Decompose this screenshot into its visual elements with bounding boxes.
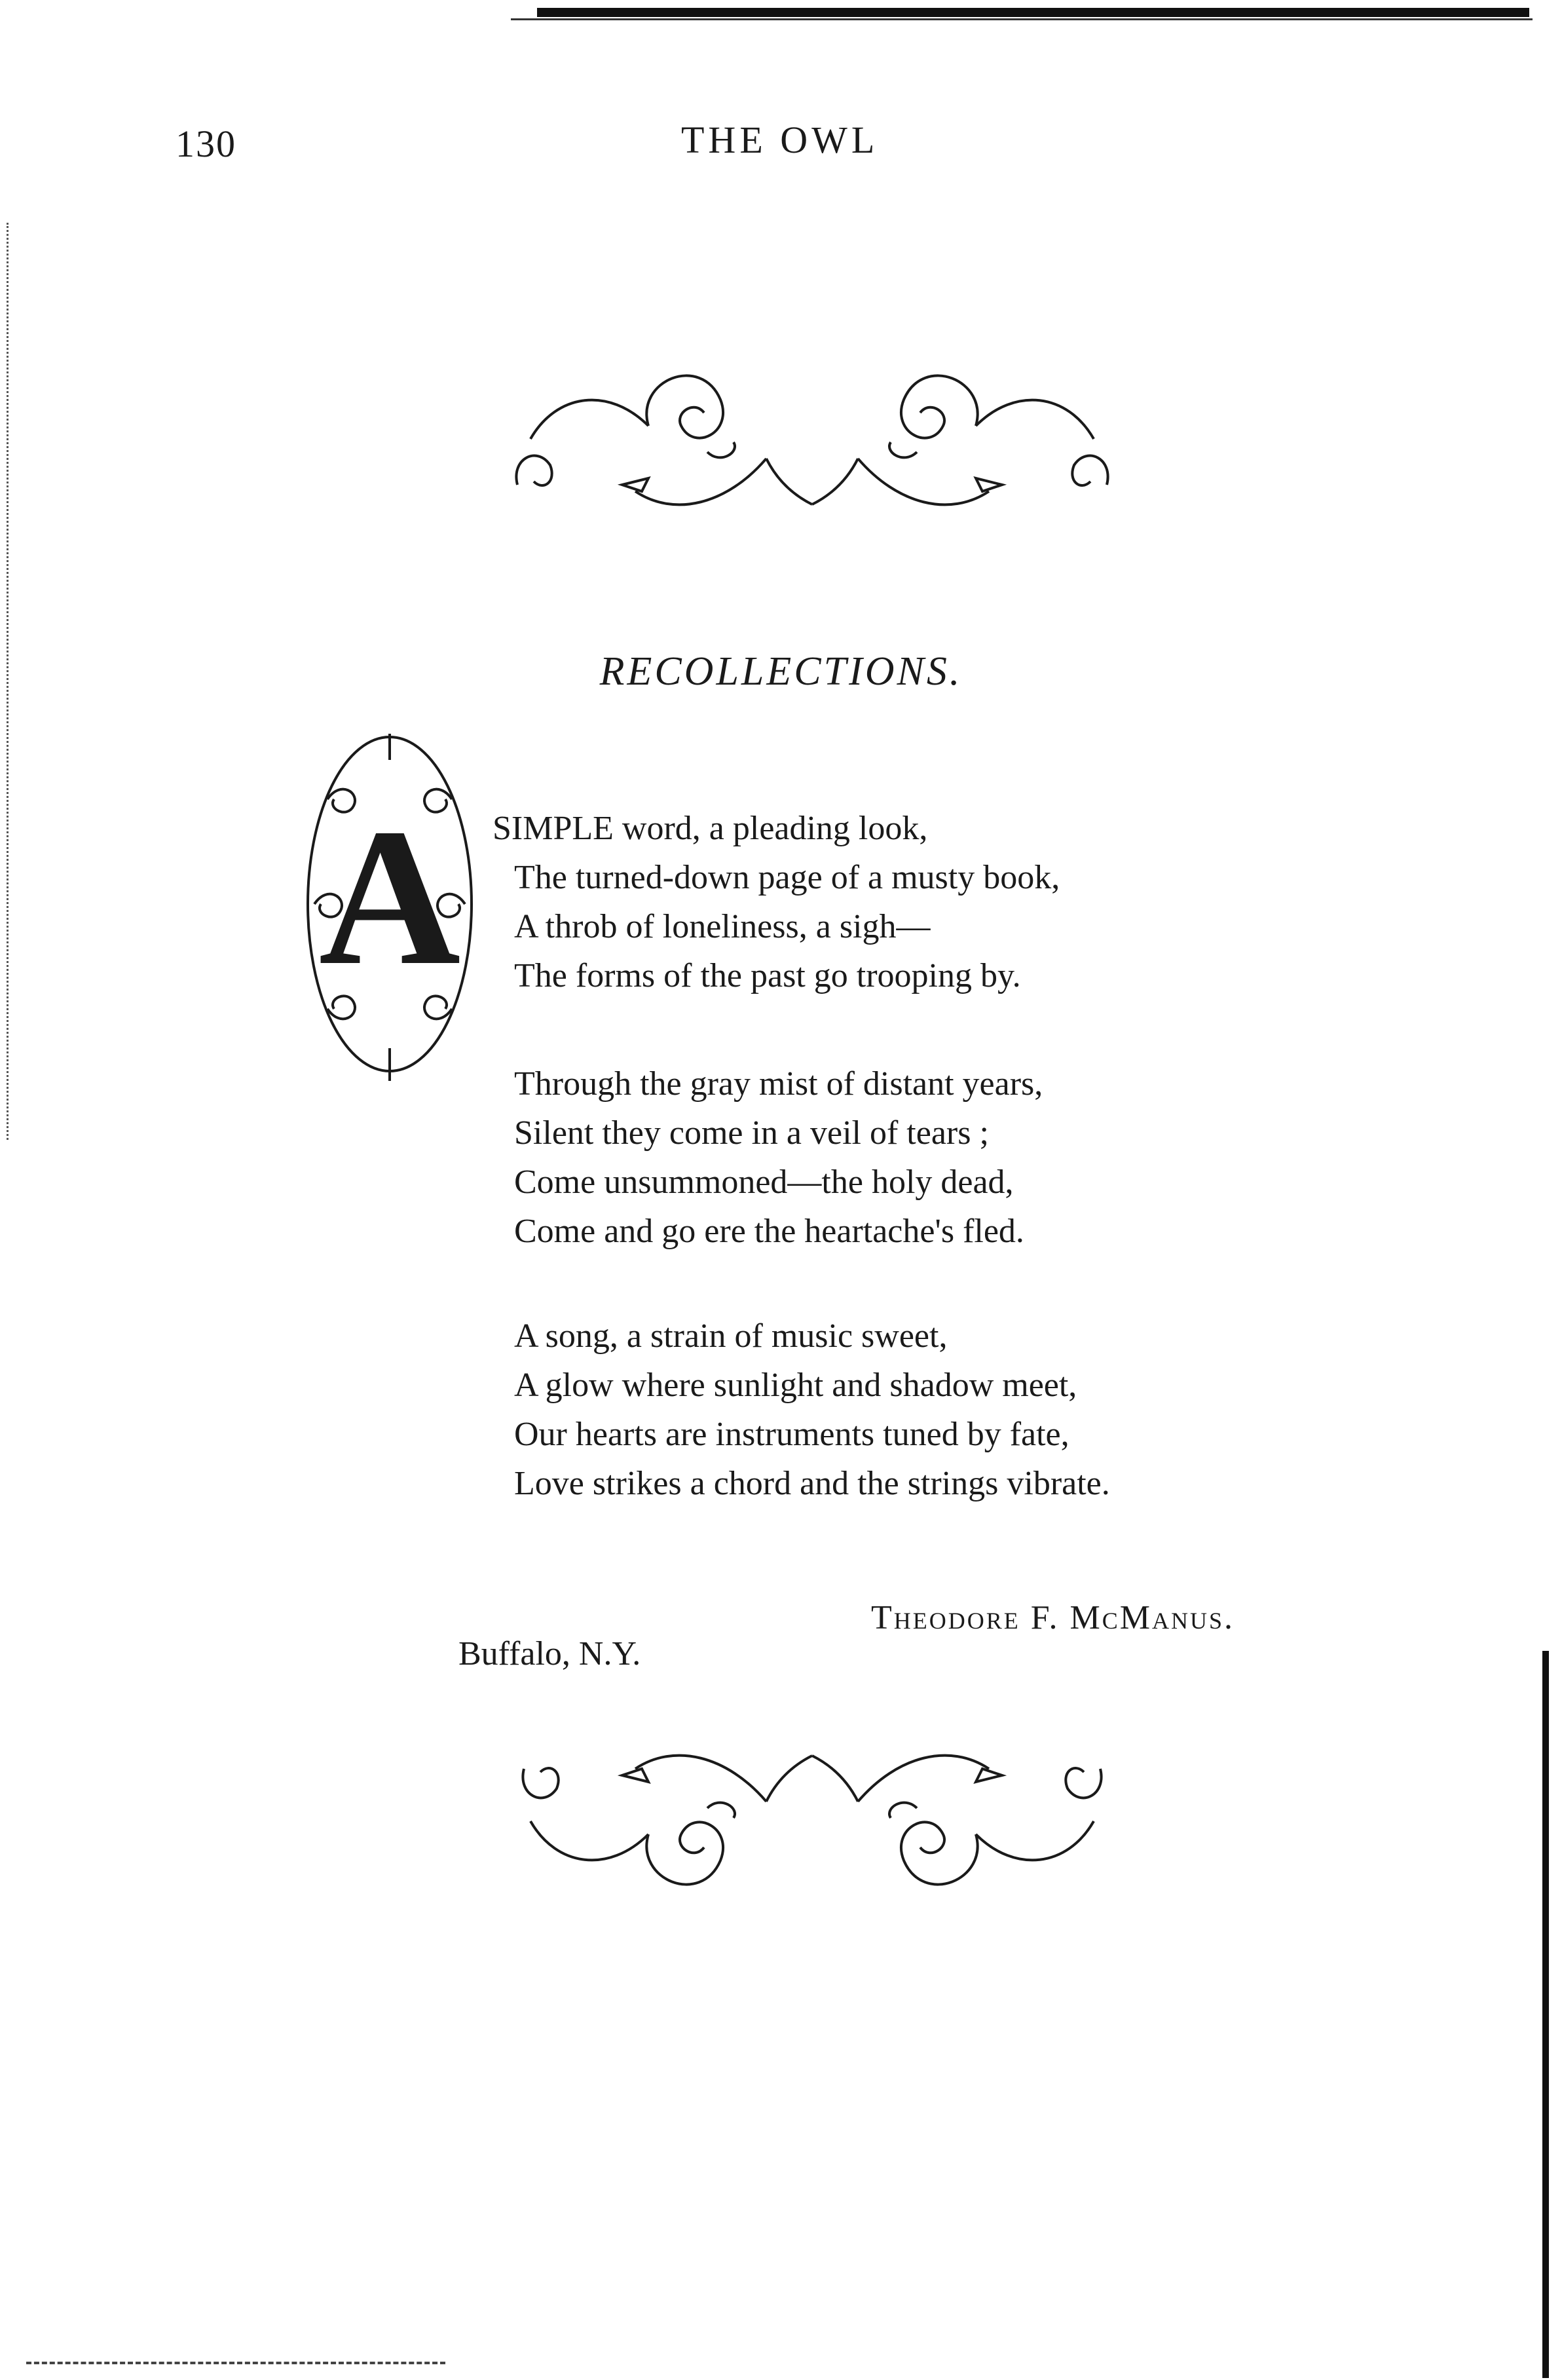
poem-line: The turned-down page of a musty book, (514, 859, 1060, 896)
poem-line: Come unsummoned—the holy dead, (514, 1163, 1014, 1201)
poem-line: Love strikes a chord and the strings vibrate. (514, 1465, 1110, 1502)
page-number: 130 (176, 123, 236, 165)
top-scroll-ornament (504, 354, 1120, 518)
bottom-scroll-ornament (504, 1743, 1120, 1906)
poem-line: Through the gray mist of distant years, (514, 1065, 1043, 1103)
poem-line: A throb of loneliness, a sigh— (514, 908, 931, 945)
running-head: THE OWL (681, 119, 879, 161)
bottom-edge-rule (26, 2362, 445, 2364)
poem-title: RECOLLECTIONS. (599, 649, 963, 694)
ornamental-dropcap-a (288, 721, 491, 1087)
poem-line: A glow where sunlight and shadow meet, (514, 1367, 1077, 1404)
poem-line: Our hearts are instruments tuned by fate, (514, 1416, 1069, 1453)
svg-text:A: A (318, 788, 461, 1006)
poem-line: Come and go ere the heartache's fled. (514, 1213, 1024, 1250)
poem-line: Silent they come in a veil of tears ; (514, 1114, 989, 1152)
top-border-rule (537, 8, 1529, 17)
right-edge-bar (1542, 1651, 1549, 2378)
top-border-rule-thin (511, 18, 1533, 20)
place-line: Buffalo, N.Y. (458, 1635, 641, 1672)
poem-line: The forms of the past go trooping by. (514, 957, 1021, 994)
poem-line: SIMPLE word, a pleading look, (493, 810, 928, 847)
author-signature: Theodore F. McManus. (871, 1599, 1235, 1636)
poem-line: A song, a strain of music sweet, (514, 1317, 948, 1355)
